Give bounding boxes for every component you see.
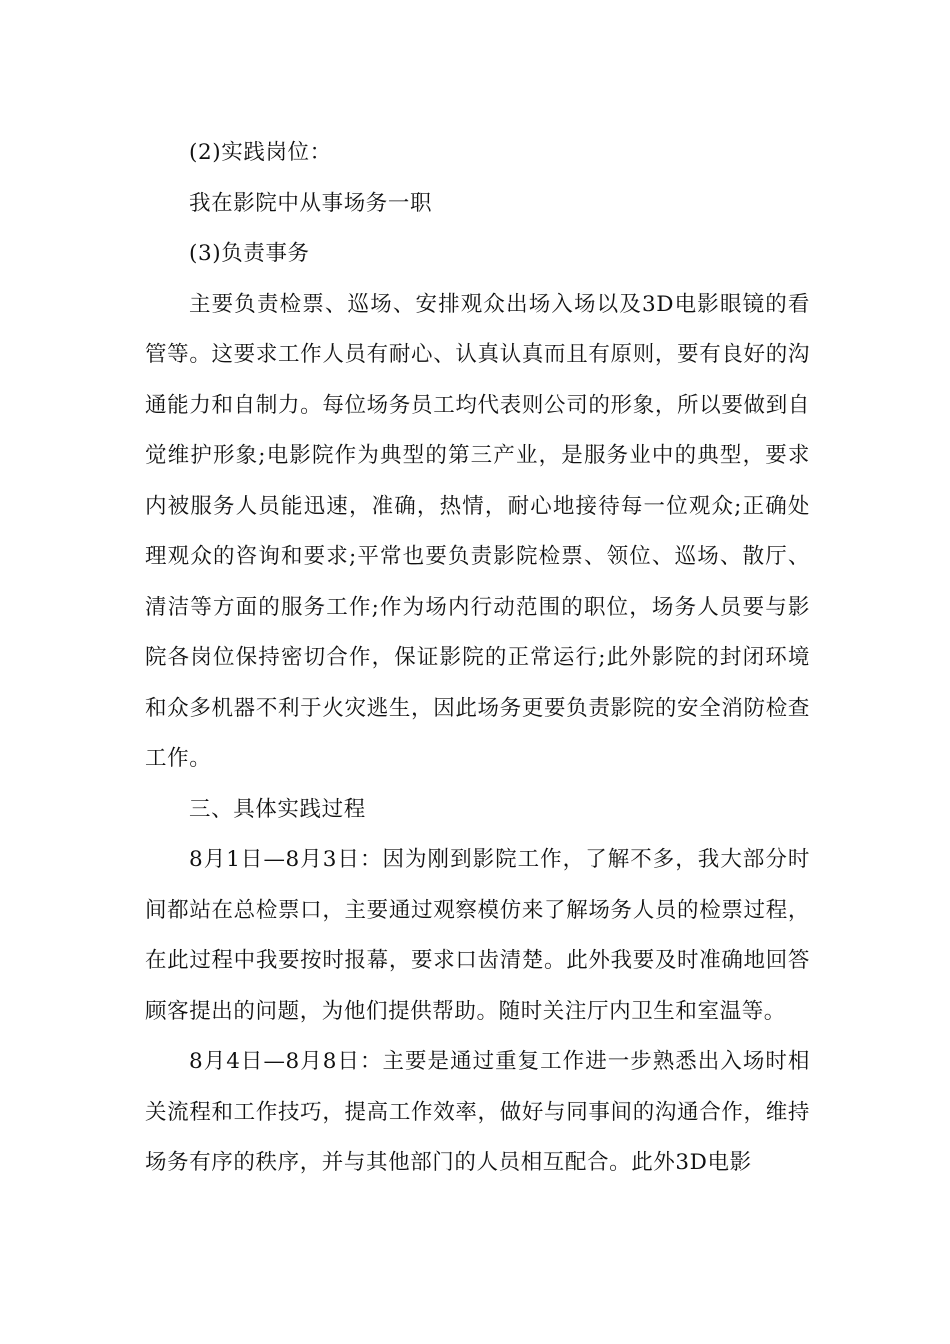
paragraph-practice-position-heading: (2)实践岗位： (189, 140, 332, 165)
document-body (145, 128, 810, 1189)
section-heading-practice-process: 三、具体实践过程 (189, 796, 366, 822)
paragraph-aug-1-3: 8月1日—8月3日：因为刚到影院工作，了解不多，我大部分时间都站在总检票口，主要通过观察模仿来了解场务人员的检票过程，在此过程中我要按时报幕，要求口齿清楚。此外我要及时准确地回答顾客提出的问题，为他们提供帮助。随时关注厅内卫生和室温等。 (145, 847, 810, 1024)
paragraph-aug-4-8: 8月4日—8月8日：主要是通过重复工作进一步熟悉出入场时相关流程和工作技巧，提高工作效率，做好与同事间的沟通合作，维持场务有序的秩序，并与其他部门的人员相互配合。此外3D电影 (145, 1049, 810, 1175)
paragraph-practice-position: 我在影院中从事场务一职 (189, 190, 433, 216)
paragraph-responsibilities: 主要负责检票、巡场、安排观众出场入场以及3D电影眼镜的看管等。这要求工作人员有耐心、认真认真而且有原则，要有良好的沟通能力和自制力。每位场务员工均代表则公司的形象，所以要做到自觉维护形象;电影院作为典型的第三产业，是服务业中的典型，要求内被服务人员能迅速，准确，热情，耐心地接待每一位观众;正确处理观众的咨询和要求;平常也要负责影院检票、领位、巡场、散厅、清洁等方面的服务工作;作为场内行动范围的职位，场务人员要与影院各岗位保持密切合作，保证影院的正常运行;此外影院的封闭环境和众多机器不利于火灾逃生，因此场务更要负责影院的安全消防检查工作。 (145, 291, 810, 771)
paragraph-responsibilities-heading: (3)负责事务 (189, 241, 310, 266)
